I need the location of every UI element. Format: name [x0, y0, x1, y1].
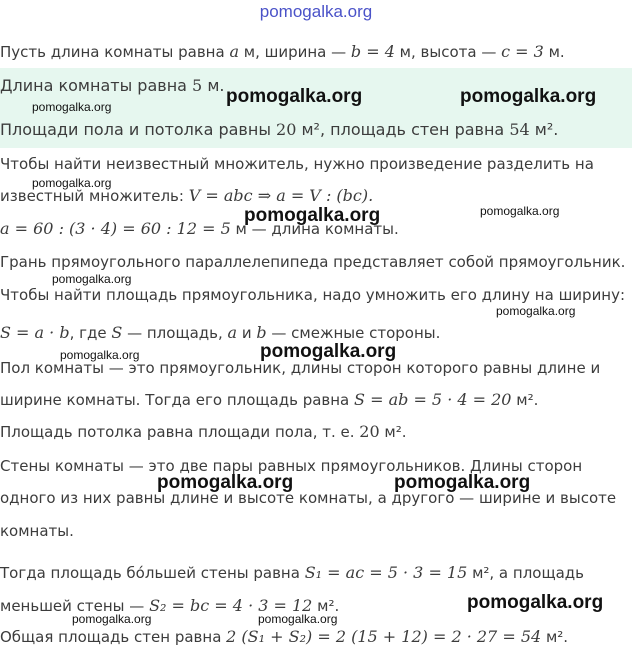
watermark: pomogalka.org [32, 176, 112, 190]
site-header[interactable]: pomogalka.org [259, 2, 373, 21]
watermark: pomogalka.org [480, 204, 560, 218]
s-formula-line: S = a · b, где S — площадь, a и b — смежные стороны. [0, 323, 441, 342]
watermark: pomogalka.org [32, 100, 112, 114]
answer-areas: Площади пола и потолка равны 20 м², площадь стен равна 54 м². [0, 120, 559, 139]
watermark: pomogalka.org [258, 612, 338, 626]
ceiling-line: Площадь потолка равна площади пола, т. е. 20 м². [0, 422, 407, 441]
face-line: Грань прямоугольного параллелепипеда представляет собой прямоугольник. [0, 253, 626, 271]
watermark: pomogalka.org [244, 205, 381, 226]
watermark: pomogalka.org [496, 304, 576, 318]
answer-length: Длина комнаты равна 5 м. [0, 76, 225, 95]
watermark: pomogalka.org [226, 86, 363, 107]
rule-line2: известный множитель: V = abc ⇒ a = V : (bc). [0, 186, 374, 205]
walls-line1: Стены комнаты — это две пары равных прямоугольников. Длины сторон [0, 457, 583, 475]
watermark: pomogalka.org [52, 272, 132, 286]
walls-line3: комнаты. [0, 522, 74, 540]
watermark: pomogalka.org [72, 612, 152, 626]
area-rule-line: Чтобы найти площадь прямоугольника, надо умножить его длину на ширину: [0, 286, 626, 304]
watermark: pomogalka.org [260, 341, 397, 362]
watermark: pomogalka.org [157, 472, 294, 493]
floor-line1: Пол комнаты — это прямоугольник, длины сторон которого равны длине и [0, 359, 601, 377]
floor-line2: ширине комнаты. Тогда его площадь равна S = ab = 5 · 4 = 20 м². [0, 390, 539, 409]
given-line: Пусть длина комнаты равна a м, ширина — b = 4 м, высота — c = 3 м. [0, 42, 565, 61]
small-wall-line: меньшей стены — S₂ = bc = 4 · 3 = 12 м². [0, 596, 340, 615]
rule-line1: Чтобы найти неизвестный множитель, нужно произведение разделить на [0, 155, 594, 173]
total-walls-line: Общая площадь стен равна 2 (S₁ + S₂) = 2 (15 + 12) = 2 · 27 = 54 м². [0, 627, 569, 646]
watermark: pomogalka.org [60, 348, 140, 362]
watermark: pomogalka.org [467, 592, 604, 613]
walls-line2: одного из них равны длине и высоте комнаты, а другого — ширине и высоте [0, 489, 617, 507]
watermark: pomogalka.org [394, 472, 531, 493]
big-wall-line: Тогда площадь бо́льшей стены равна S₁ = ac = 5 · 3 = 15 м², а площадь [0, 563, 584, 582]
watermark: pomogalka.org [460, 86, 597, 107]
calc-line: a = 60 : (3 · 4) = 60 : 12 = 5 м — длина комнаты. [0, 219, 399, 238]
